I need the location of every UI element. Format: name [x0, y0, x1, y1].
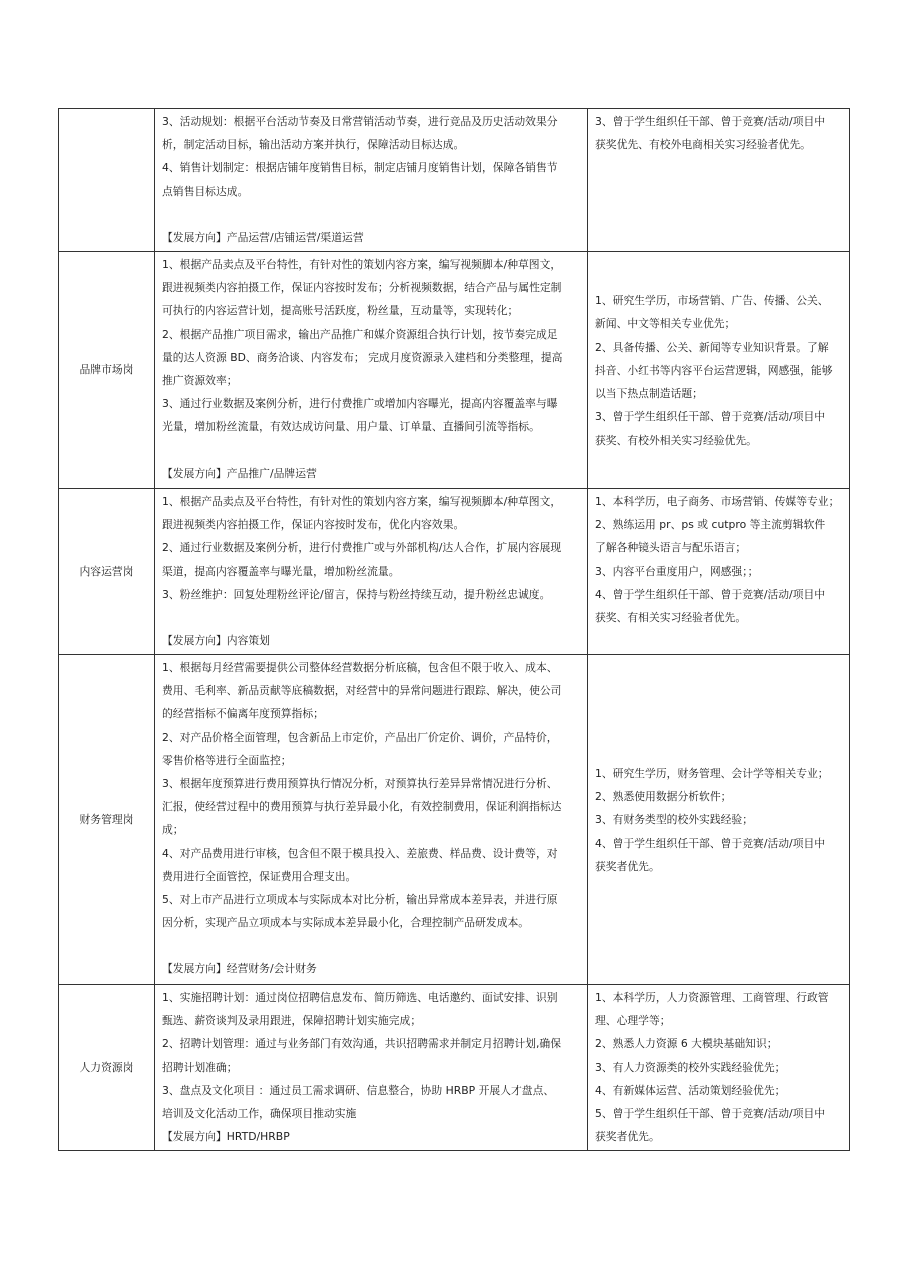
duty-line: 光量，增加粉丝流量，有效达成访问量、用户量、订单量、直播间引流等指标。 [162, 420, 540, 434]
requirements-cell [588, 109, 850, 252]
duty-line: 2、根据产品推广项目需求，输出产品推广和媒介资源组合执行计划，按节奏完成足 [162, 327, 558, 341]
requirement-line: 2、熟悉使用数据分析软件； [595, 790, 732, 804]
requirement-line: 2、熟悉人力资源 6 大模块基础知识； [595, 1037, 778, 1051]
duty-line: 3、根据年度预算进行费用预算执行情况分析，对预算执行差异异常情况进行分析、 [162, 777, 558, 791]
duty-line: 2、招聘计划管理：通过与业务部门有效沟通，共识招聘需求并制定月招聘计划,确保 [162, 1037, 561, 1051]
requirement-line: 4、有新媒体运营、活动策划经验优先； [595, 1083, 786, 1097]
role-cell: 财务管理岗 [59, 655, 155, 985]
requirement-line: 4、曾于学生组织任干部、曾于竞赛/活动/项目中 [595, 587, 826, 601]
duty-line: 跟进视频类内容拍摄工作，保证内容按时发布；分析视频数据，结合产品与属性定制 [162, 281, 562, 295]
requirement-line: 3、曾于学生组织任干部、曾于竞赛/活动/项目中 [595, 115, 826, 128]
duty-line: 量的达人资源 BD、商务洽谈、内容发布； 完成月度资源录入建档和分类整理，提高 [162, 350, 563, 364]
requirement-line: 2、具备传播、公关、新闻等专业知识背景。了解 [595, 340, 829, 354]
duty-line: 5、对上市产品进行立项成本与实际成本对比分析，输出异常成本差异表，并进行原 [162, 893, 558, 907]
requirement-line: 4、曾于学生组织任干部、曾于竞赛/活动/项目中 [595, 836, 826, 850]
duty-line: 3、盘点及文化项目 ：通过员工需求调研、信息整合，协助 HRBP 开展人才盘点、 [162, 1083, 555, 1097]
duties-cell [155, 252, 588, 489]
requirement-line: 3、有人力资源类的校外实践经验优先； [595, 1060, 786, 1074]
duty-line: 渠道，提高内容覆盖率与曝光量，增加粉丝流量。 [162, 564, 400, 578]
duty-line: 4、对产品费用进行审核，包含但不限于模具投入、差旅费、样品费、设计费等，对 [162, 846, 558, 860]
requirement-line: 2、熟练运用 pr、ps 或 cutpro 等主流剪辑软件 [595, 518, 826, 532]
table-row [59, 109, 850, 252]
role-cell: 品牌市场岗 [59, 252, 155, 489]
duty-line: 成； [162, 823, 184, 837]
duty-line: 1、根据产品卖点及平台特性，有针对性的策划内容方案，编写视频脚本/种草图文， [162, 495, 562, 508]
direction-line: 【发展方向】产品推广/品牌运营 [162, 466, 317, 480]
role-cell [59, 109, 155, 252]
table-row [59, 655, 850, 985]
duty-line: 3、活动规划：根据平台活动节奏及日常营销活动节奏，进行竞品及历史活动效果分 [162, 115, 558, 128]
table-row [59, 489, 850, 655]
requirement-line: 获奖、有校外相关实习经验优先。 [595, 433, 757, 447]
requirement-line: 抖音、小红书等内容平台运营逻辑，网感强，能够 [595, 363, 833, 377]
requirement-line: 1、研究生学历，市场营销、广告、传播、公关、 [595, 294, 829, 308]
requirement-line: 获奖者优先。 [595, 1130, 660, 1144]
duty-line: 费用、毛利率、新品贡献等底稿数据，对经营中的异常问题进行跟踪、解决，使公司 [162, 684, 562, 698]
duty-line: 1、实施招聘计划：通过岗位招聘信息发布、简历筛选、电话邀约、面试安排、识别 [162, 991, 558, 1004]
requirements-cell [588, 489, 850, 655]
requirement-line: 获奖者优先。 [595, 859, 660, 873]
duty-line: 甄选、薪资谈判及录用跟进，保障招聘计划实施完成； [162, 1014, 422, 1028]
duty-line: 培训及文化活动工作，确保项目推动实施 [162, 1107, 357, 1121]
requirements-cell [588, 655, 850, 985]
duty-line: 推广资源效率； [162, 374, 238, 388]
duty-line: 零售价格等进行全面监控； [162, 753, 292, 767]
requirement-line: 获奖优先、有校外电商相关实习经验者优先。 [595, 138, 811, 152]
direction-line: 【发展方向】产品运营/店铺运营/渠道运营 [162, 230, 364, 244]
requirement-line: 1、本科学历，人力资源管理、工商管理、行政管 [595, 991, 829, 1004]
requirement-line: 新闻、中文等相关专业优先； [595, 317, 736, 331]
role-cell: 人力资源岗 [59, 985, 155, 1151]
direction-line: 【发展方向】内容策划 [162, 634, 270, 648]
direction-line: 【发展方向】经营财务/会计财务 [162, 962, 317, 976]
duty-line: 跟进视频类内容拍摄工作，保证内容按时发布，优化内容效果。 [162, 518, 465, 532]
duty-line: 2、通过行业数据及案例分析，进行付费推广或与外部机构/达人合作，扩展内容展现 [162, 541, 562, 555]
duty-line: 3、粉丝维护：回复处理粉丝评论/留言，保持与粉丝持续互动，提升粉丝忠诚度。 [162, 587, 551, 601]
duty-line: 因分析，实现产品立项成本与实际成本差异最小化，合理控制产品研发成本。 [162, 916, 530, 930]
job-table [58, 108, 850, 1151]
duty-line: 4、销售计划制定：根据店铺年度销售目标，制定店铺月度销售计划，保障各销售节 [162, 161, 558, 175]
table-row [59, 985, 850, 1151]
duty-line: 的经营指标不偏离年度预算指标； [162, 707, 324, 721]
duty-line: 1、根据产品卖点及平台特性，有针对性的策划内容方案，编写视频脚本/种草图文， [162, 258, 562, 271]
duties-cell [155, 109, 588, 252]
duty-line: 费用进行全面管控，保证费用合理支出。 [162, 869, 357, 883]
direction-line: 【发展方向】HRTD/HRBP [162, 1130, 290, 1144]
requirement-line: 以当下热点制造话题； [595, 387, 703, 401]
requirement-line: 3、内容平台重度用户，网感强；； [595, 564, 759, 578]
duty-line: 可执行的内容运营计划，提高账号活跃度，粉丝量，互动量等，实现转化； [162, 304, 519, 318]
requirement-line: 5、曾于学生组织任干部、曾于竞赛/活动/项目中 [595, 1107, 826, 1121]
requirement-line: 3、曾于学生组织任干部、曾于竞赛/活动/项目中 [595, 410, 826, 424]
requirement-line: 了解各种镜头语言与配乐语言； [595, 541, 747, 555]
requirements-cell [588, 985, 850, 1151]
table-row [59, 252, 850, 489]
requirement-line: 3、有财务类型的校外实践经验； [595, 813, 754, 827]
duty-line: 1、根据每月经营需要提供公司整体经营数据分析底稿，包含但不限于收入、成本、 [162, 661, 558, 674]
duty-line: 点销售目标达成。 [162, 184, 249, 198]
duty-line: 招聘计划准确； [162, 1060, 238, 1074]
duties-cell [155, 655, 588, 985]
requirement-line: 理、心理学等； [595, 1014, 671, 1028]
duty-line: 汇报，使经营过程中的费用预算与执行差异最小化，有效控制费用，保证利润指标达 [162, 800, 562, 814]
duties-cell [155, 489, 588, 655]
requirement-line: 1、研究生学历，财务管理、会计学等相关专业； [595, 766, 829, 780]
requirement-line: 获奖、有相关实习经验者优先。 [595, 611, 747, 625]
duty-line: 3、通过行业数据及案例分析，进行付费推广或增加内容曝光，提高内容覆盖率与曝 [162, 397, 558, 411]
requirements-cell [588, 252, 850, 489]
duties-cell [155, 985, 588, 1151]
requirement-line: 1、本科学历，电子商务、市场营销、传媒等专业； [595, 495, 840, 508]
role-cell: 内容运营岗 [59, 489, 155, 655]
duty-line: 2、对产品价格全面管理，包含新品上市定价，产品出厂价定价、调价，产品特价， [162, 730, 558, 744]
duty-line: 析，制定活动目标，输出活动方案并执行，保障活动目标达成。 [162, 138, 465, 152]
